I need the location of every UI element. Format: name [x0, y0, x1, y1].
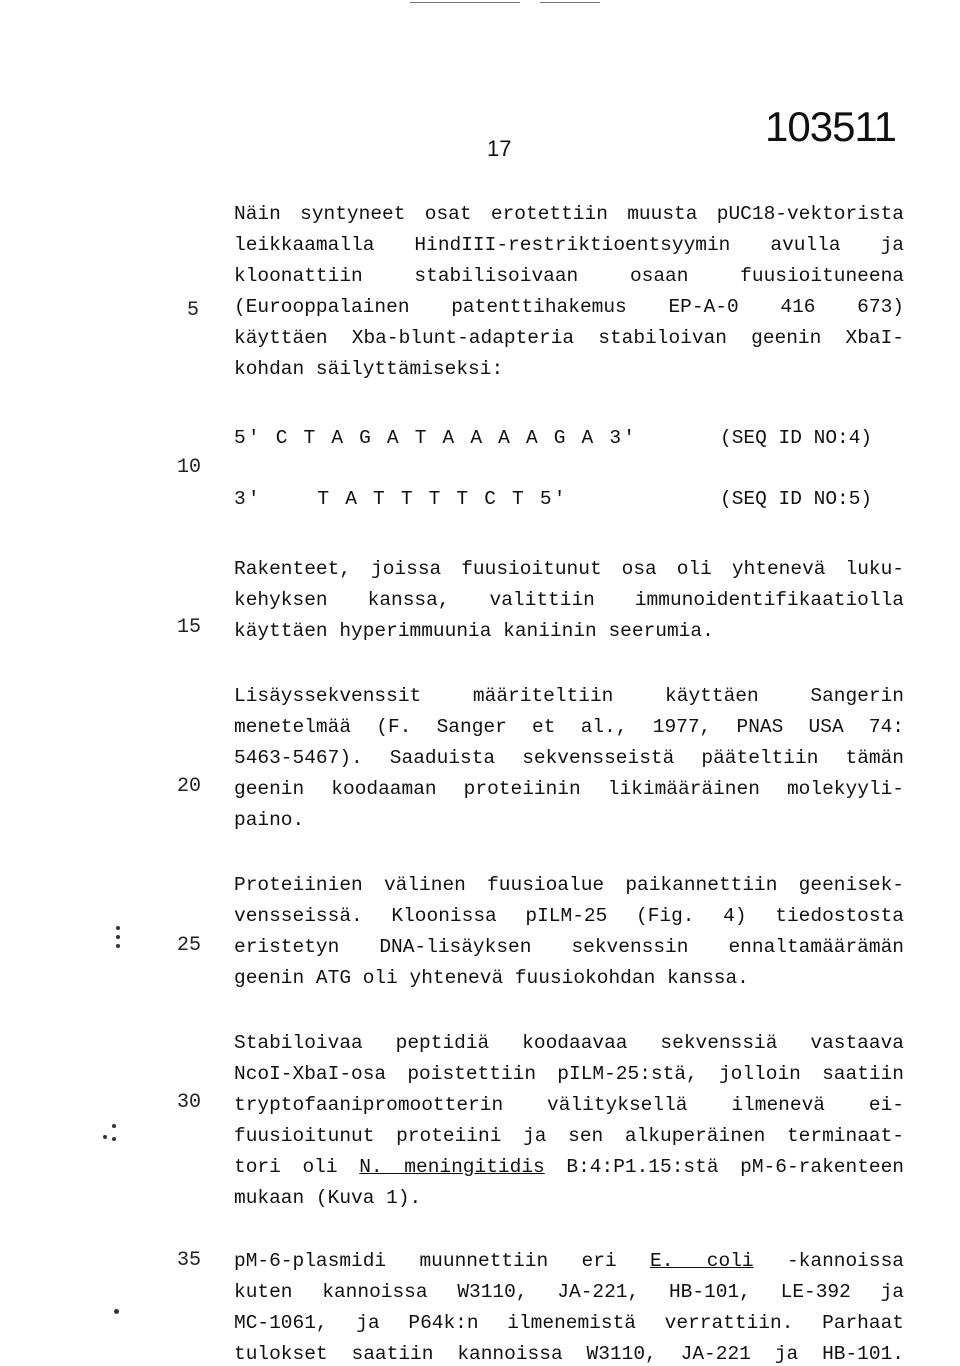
text-line: Proteiinien välinen fuusioalue paikannettiin geenisek- [234, 874, 904, 896]
species-name: E. coli [650, 1250, 754, 1272]
text-line: (Eurooppalainen patenttihakemus EP-A-0 416 673) [234, 296, 904, 318]
text-line: geenin ATG oli yhtenevä fuusiokohdan kanssa. [234, 967, 749, 989]
text-line: paino. [234, 809, 305, 831]
margin-mark [116, 926, 120, 930]
line-number: 5 [187, 299, 200, 322]
text-line: kehyksen kanssa, valittiin immunoidentifikaatiolla [234, 589, 904, 611]
patent-number: 103511 [765, 103, 897, 150]
line-number: 15 [177, 616, 202, 639]
line-number: 35 [177, 1249, 202, 1272]
text-fragment: tori oli [234, 1156, 360, 1178]
text-fragment: B:4:P1.15:stä pM-6-rakenteen [544, 1156, 905, 1178]
text-line: kloonattiin stabilisoivaan osaan fuusioituneena [234, 265, 904, 287]
line-number: 30 [177, 1091, 202, 1114]
text-line: kuten kannoissa W3110, JA-221, HB-101, LE-392 ja [234, 1281, 904, 1303]
margin-mark [116, 944, 120, 948]
text-line: eristetyn DNA-lisäyksen sekvenssin ennaltamäärämän [234, 936, 904, 958]
line-number: 25 [177, 934, 202, 957]
text-line: mukaan (Kuva 1). [234, 1187, 422, 1209]
line-number: 20 [177, 775, 202, 798]
text-line: MC-1061, ja P64k:n ilmenemistä verrattiin. Parhaat [234, 1312, 904, 1334]
margin-mark [112, 1124, 116, 1128]
top-rule [410, 2, 520, 3]
text-line: fuusioitunut proteiini ja sen alkuperäinen terminaat- [234, 1125, 904, 1147]
sequence-seq-4: 5' C T A G A T A A A A G A 3' [234, 427, 638, 449]
text-line: 5463-5467). Saaduista sekvensseistä pääteltiin tämän [234, 747, 904, 769]
page-number: 17 [487, 136, 512, 161]
text-line: Stabiloivaa peptidiä koodaavaa sekvenssiä vastaava [234, 1032, 904, 1054]
text-line: käyttäen hyperimmuunia kaniinin seerumia. [234, 620, 714, 642]
text-fragment: pM-6-plasmidi muunnettiin eri [234, 1250, 651, 1272]
text-line: menetelmää (F. Sanger et al., 1977, PNAS USA 74: [234, 716, 904, 738]
text-line: käyttäen Xba-blunt-adapteria stabiloivan geenin XbaI- [234, 327, 904, 349]
margin-mark [116, 935, 120, 939]
line-number: 10 [177, 456, 202, 479]
text-line: geenin koodaaman proteiinin likimääräinen molekyyli- [234, 778, 904, 800]
text-line: tulokset saatiin kannoissa W3110, JA-221 ja HB-101. [234, 1343, 904, 1365]
text-line: NcoI-XbaI-osa poistettiin pILM-25:stä, jolloin saatiin [234, 1063, 904, 1085]
text-line: Lisäyssekvenssit määriteltiin käyttäen Sangerin [234, 685, 904, 707]
text-line: Rakenteet, joissa fuusioitunut osa oli yhtenevä luku- [234, 558, 904, 580]
text-line: Näin syntyneet osat erotettiin muusta pUC18-vektorista [234, 203, 904, 225]
text-line [234, 1250, 904, 1272]
margin-mark [103, 1135, 107, 1139]
text-fragment: -kannoissa [753, 1250, 904, 1272]
text-line: leikkaamalla HindIII-restriktioentsyymin avulla ja [234, 234, 904, 256]
top-rule [540, 2, 600, 3]
sequence-seq-5: 3' T A T T T T C T 5' [234, 488, 568, 510]
sequence-id-4: (SEQ ID NO:4) [720, 427, 873, 449]
margin-mark [114, 1309, 119, 1314]
species-name: N. meningitidis [359, 1156, 545, 1178]
text-line [234, 1156, 904, 1178]
margin-mark [112, 1137, 116, 1141]
text-line: vensseissä. Kloonissa pILM-25 (Fig. 4) tiedostosta [234, 905, 904, 927]
sequence-id-5: (SEQ ID NO:5) [720, 488, 873, 510]
text-line: tryptofaanipromootterin välityksellä ilmenevä ei- [234, 1094, 904, 1116]
text-line: kohdan säilyttämiseksi: [234, 358, 504, 380]
